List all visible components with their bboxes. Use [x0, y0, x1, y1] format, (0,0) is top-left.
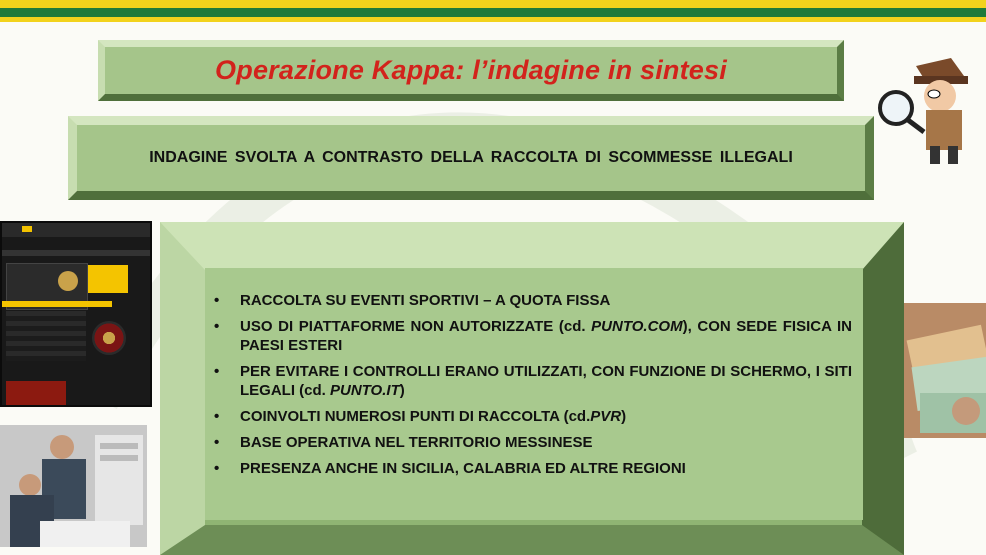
bullet-text: RACCOLTA SU EVENTI SPORTIVI – A QUOTA FISSA [240, 292, 611, 309]
bullet-text: USO DI PIATTAFORME NON AUTORIZZATE (cd. [240, 318, 592, 335]
bullet-italic: PUNTO.COM [591, 318, 683, 335]
bullet-item [210, 291, 852, 310]
bullet-text: BASE OPERATIVA NEL TERRITORIO MESSINESE [240, 434, 593, 451]
site-yellow-panel [88, 265, 128, 293]
title-box [98, 40, 844, 101]
bullet-dot: • [214, 318, 220, 335]
bullet-item [210, 407, 852, 426]
site-promo-banner [6, 381, 66, 405]
top-stripe-yellow-lower [0, 17, 986, 22]
coin-graphic [58, 271, 78, 291]
site-logo [22, 226, 32, 232]
bullet-dot: • [214, 292, 220, 309]
bullet-text-after: ) [621, 408, 627, 425]
top-stripe-yellow [0, 0, 986, 8]
bullet-text: PRESENZA ANCHE IN SICILIA, CALABRIA ED ALTRE REGIONI [240, 460, 686, 477]
bullet-text: PER EVITARE I CONTROLLI ERANO UTILIZZATI, CON FUNZIONE DI SCHERMO, I SITI LEGALI (cd. [240, 363, 852, 399]
bullet-text-after: ) [399, 382, 405, 399]
bullet-item [210, 317, 852, 355]
site-yellow-bar [2, 301, 112, 307]
slide-subtitle: INDAGINE SVOLTA A CONTRASTO DELLA RACCOLTA DI SCOMMESSE ILLEGALI [149, 149, 793, 166]
bullet-italic: PVR [590, 408, 622, 425]
top-stripe-green [0, 8, 986, 17]
subtitle-box [68, 116, 874, 200]
bullet-item [210, 459, 852, 478]
slide-title: Operazione Kappa: l’indagine in sintesi [215, 55, 727, 85]
detective-magnifier-icon [876, 36, 986, 166]
site-rows [6, 311, 86, 361]
bullet-list [210, 291, 852, 485]
bullet-text: COINVOLTI NUMEROSI PUNTI DI RACCOLTA (cd. [240, 408, 591, 425]
roulette-graphic [92, 321, 126, 355]
site-menu [2, 250, 150, 256]
bullet-item [210, 433, 852, 452]
officers-photo [0, 425, 147, 547]
bullet-dot: • [214, 363, 220, 380]
money-banknotes-image [904, 303, 986, 438]
bullet-dot: • [214, 434, 220, 451]
bullet-item [210, 362, 852, 400]
bullet-italic: PUNTO.IT [330, 382, 400, 399]
bullet-text-after: ), CON SEDE FISICA IN PAESI ESTERI [240, 318, 852, 354]
bullet-dot: • [214, 460, 220, 477]
betting-site-screenshot [0, 221, 152, 407]
bullet-dot: • [214, 408, 220, 425]
